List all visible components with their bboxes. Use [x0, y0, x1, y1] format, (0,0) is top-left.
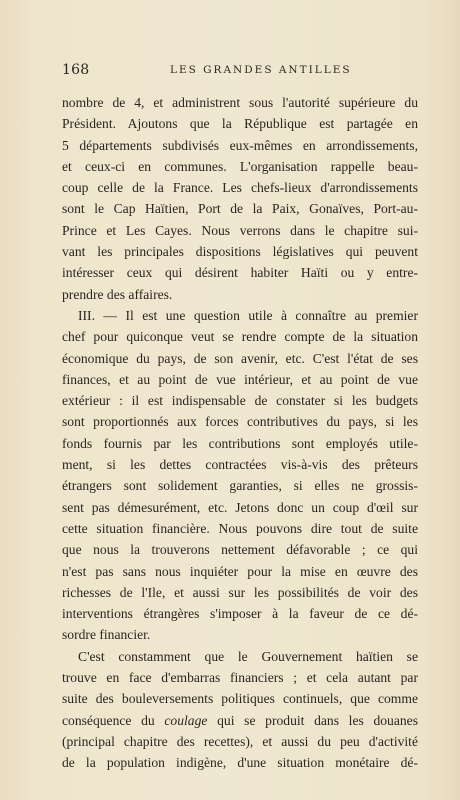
- text-line: Président. Ajoutons que la République est partagée en: [62, 116, 418, 132]
- text-line: n'est pas sans nous inquiéter pour la mise en œuvre des: [62, 563, 418, 579]
- text-line: prendre des affaires.: [62, 286, 173, 302]
- text-line: finances, et au point de vue intérieur, et au point de vue: [62, 371, 418, 387]
- text-line: trouve en face d'embarras financiers ; et cela autant par: [62, 670, 418, 686]
- text-line: conséquence du coulage qui se produit dans les douanes: [62, 712, 418, 728]
- text-line: de la population indigène, d'une situation monétaire dé-: [62, 755, 418, 771]
- text-line: extérieur : il est indispensable de constater si les budgets: [62, 393, 418, 409]
- text-line: chef pour quiconque veut se rendre compte de la situation: [62, 329, 418, 345]
- text-line: ment, si les dettes contractées vis-à-vis des prêteurs: [62, 457, 418, 473]
- text-line: suite des bouleversements politiques continuels, que comme: [62, 691, 418, 707]
- text-line: fonds fournis par les contributions sont employés utile-: [62, 435, 418, 451]
- text-line: coup celle de la France. Les chefs-lieux d'arrondissements: [62, 180, 418, 196]
- text-line: (principal chapitre des recettes), et aussi du peu d'activité: [62, 733, 418, 749]
- text-line: économique du pays, de son avenir, etc. C'est l'état de ses: [62, 350, 418, 366]
- text-line: 5 départements subdivisés eux-mêmes en arrondissements,: [62, 137, 418, 153]
- text-line: richesses de l'Ile, et aussi sur les possibilités de voir des: [62, 584, 418, 600]
- text-line: intéresser ceux qui désirent habiter Haïti ou y entre-: [62, 265, 418, 281]
- text-line: sont proportionnés aux forces contributives du pays, si les: [62, 414, 418, 430]
- text-line: C'est constamment que le Gouvernement haïtien se: [78, 648, 418, 664]
- text-line: et ceux-ci en communes. L'organisation rappelle beau-: [62, 158, 418, 174]
- text-line: III. — Il est une question utile à connaître au premier: [78, 307, 418, 323]
- page-number: 168: [62, 62, 90, 78]
- text-line: que nous la trouverons nettement défavorable ; ce qui: [62, 542, 418, 558]
- text-line: sent pas démesurément, etc. Jetons donc un coup d'œil sur: [62, 499, 418, 515]
- text-line: sont le Cap Haïtien, Port de la Paix, Gonaïves, Port-au-: [62, 201, 418, 217]
- text-line: vant les principales dispositions législatives qui peuvent: [62, 244, 418, 260]
- text-line: interventions étrangères s'imposer à la faveur de ce dé-: [62, 606, 418, 622]
- body-text: [62, 92, 418, 774]
- text-line: sordre financier.: [62, 627, 151, 643]
- text-line: cette situation financière. Nous pouvons dire tout de suite: [62, 520, 418, 536]
- page-header: [62, 62, 418, 80]
- text-line: Prince et Les Cayes. Nous verrons dans le chapitre sui-: [62, 222, 418, 238]
- emphasized-word: coulage: [164, 712, 208, 728]
- text-line: étrangers sont solidement garanties, si elles ne grossis-: [62, 478, 418, 494]
- text-line: nombre de 4, et administrent sous l'autorité supérieure du: [62, 95, 418, 110]
- running-title: LES GRANDES ANTILLES: [170, 64, 352, 76]
